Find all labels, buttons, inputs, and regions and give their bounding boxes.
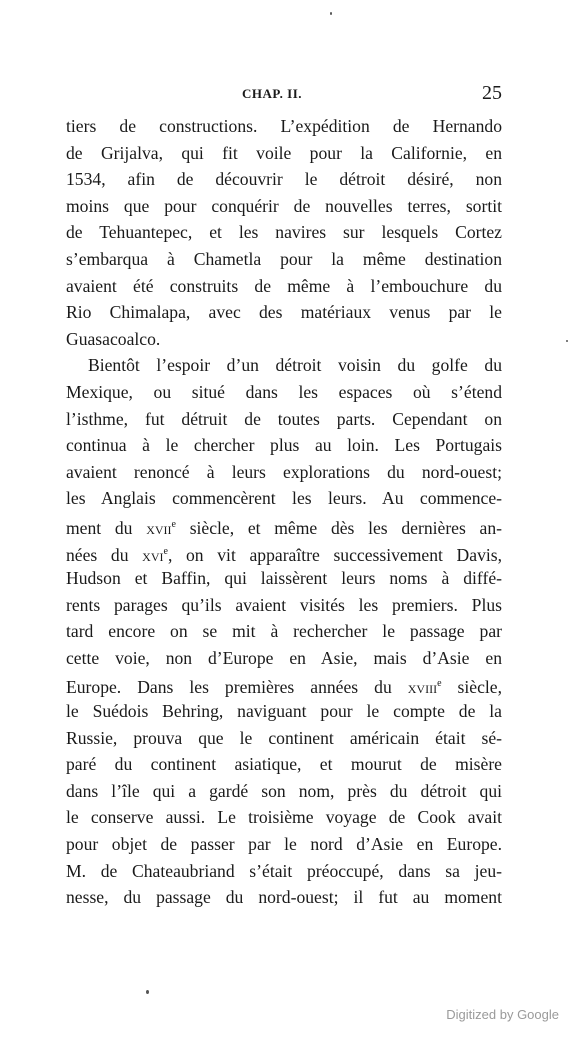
- text-line: moins que pour conquérir de nouvelles terres, sortit: [66, 195, 502, 216]
- text-segment: Europe. Dans les premières années du: [66, 677, 408, 698]
- ordinal-superscript: e: [171, 518, 176, 530]
- text-line: M. de Chateaubriand s’était préoccupé, dans sa jeu-: [66, 860, 502, 881]
- text-line: cette voie, non d’Europe en Asie, mais d’Asie en: [66, 647, 502, 668]
- text-line: tard encore on se mit à rechercher le passage par: [66, 621, 502, 642]
- text-segment: siècle, et même dès les dernières an-: [175, 517, 502, 538]
- text-line: de Tehuantepec, et les navires sur lesquels Cortez: [66, 222, 502, 243]
- print-speck: [330, 12, 332, 15]
- text-line: [66, 671, 502, 698]
- ordinal-superscript: e: [163, 545, 168, 557]
- text-line: avaient été construits de même à l’embouchure du: [66, 275, 502, 296]
- text-line: Rio Chimalapa, avec des matériaux venus par le: [66, 302, 502, 323]
- text-line: l’isthme, fut détruit de toutes parts. Cependant on: [66, 408, 502, 429]
- text-line: de Grijalva, qui fit voile pour la Californie, en: [66, 142, 502, 163]
- ordinal-superscript: e: [437, 678, 442, 690]
- text-line: Russie, prouva que le continent américain était sé-: [66, 727, 502, 748]
- text-segment: ment du: [66, 517, 147, 538]
- text-line: les Anglais commencèrent les leurs. Au commence-: [66, 488, 502, 509]
- text-line: [66, 512, 502, 539]
- text-line: Bientôt l’espoir d’un détroit voisin du golfe du: [88, 355, 502, 376]
- running-header: [66, 82, 502, 108]
- century-numeral: xviii: [407, 677, 438, 698]
- text-segment: nées du: [66, 544, 143, 565]
- text-line: rents parages qu’ils avaient visités les premiers. Plus: [66, 594, 502, 615]
- text-line: continua à le chercher plus au loin. Les Portugais: [66, 435, 502, 456]
- print-speck: [146, 990, 149, 994]
- text-line: paré du continent asiatique, et mourut de misère: [66, 754, 502, 775]
- text-line: avaient renoncé à leurs explorations du nord-ouest;: [66, 461, 502, 482]
- text-line: 1534, afin de découvrir le détroit désiré, non: [66, 169, 502, 190]
- text-line: s’embarqua à Chametla pour la même destination: [66, 248, 502, 269]
- chapter-heading: CHAP. II.: [242, 86, 303, 101]
- text-line: tiers de constructions. L’expédition de Hernando: [66, 116, 502, 136]
- text-line: Hudson et Baffin, qui laissèrent leurs noms à diffé-: [66, 568, 502, 589]
- text-line: nesse, du passage du nord-ouest; il fut au moment: [66, 887, 502, 908]
- text-line: dans l’île qui a gardé son nom, près du détroit qui: [66, 780, 502, 801]
- text-segment: siècle,: [441, 677, 502, 698]
- century-numeral: xvii: [146, 517, 172, 538]
- page-number: 25: [482, 82, 502, 104]
- text-line: le conserve aussi. Le troisième voyage de Cook avait: [66, 807, 502, 828]
- text-line: [66, 539, 502, 566]
- body-text: [66, 113, 502, 911]
- text-line: pour objet de passer par le nord d’Asie en Europe.: [66, 834, 502, 855]
- century-numeral: xvi: [142, 544, 164, 565]
- digitized-by-watermark: Digitized by Google: [446, 1007, 559, 1022]
- text-line: Mexique, ou situé dans les espaces où s’étend: [66, 381, 502, 402]
- print-speck: [566, 340, 568, 342]
- text-line: Guasacoalco.: [66, 328, 161, 349]
- text-segment: , on vit apparaître successivement Davis,: [167, 544, 502, 565]
- text-line: le Suédois Behring, naviguant pour le compte de la: [66, 701, 502, 722]
